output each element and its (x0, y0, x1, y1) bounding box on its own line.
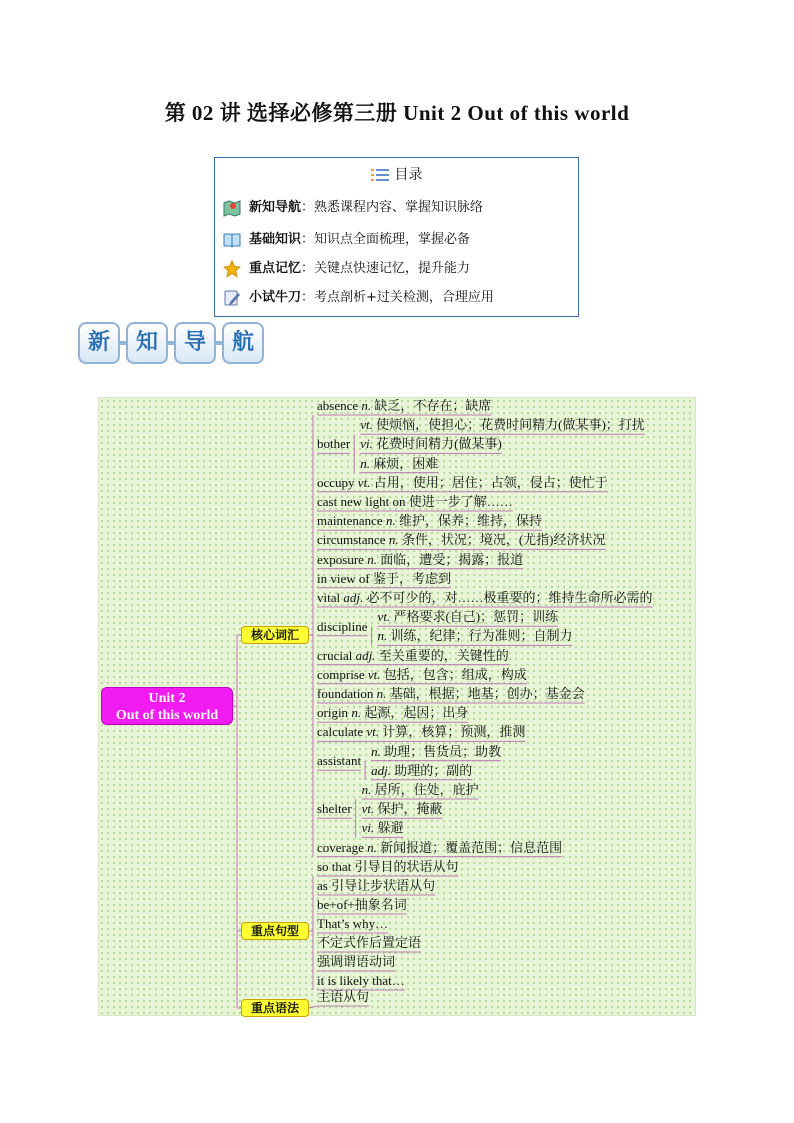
vocab-item: occupy vt. 占用，使用；居住；占领，侵占；使忙于 (317, 474, 608, 490)
vocab-word: discipline (317, 618, 368, 634)
sentence-pattern: it is likely that… (317, 973, 405, 988)
toc-item: 重点记忆：关键点快速记忆，提升能力 (223, 257, 470, 278)
vocab-item: calculate vt. 计算，核算；预测，推测 (317, 724, 526, 740)
toc-item: 基础知识：知识点全面梳理，掌握必备 (223, 228, 470, 249)
vocab-item: absence n. 缺乏，不存在；缺席 (317, 398, 492, 413)
vocab-item: foundation n. 基础，根据；地基；创办；基金会 (317, 686, 585, 701)
vocab-item: in view of 鉴于，考虑到 (317, 570, 451, 586)
grammar-item: 主语从句 (317, 989, 370, 1004)
vocab-sense: n. 训练，纪律；行为准则；自制力 (377, 628, 573, 644)
vocab-sense: n. 居所，住处，庇护 (361, 782, 479, 797)
vocab-item: exposure n. 面临，遭受；揭露；报道 (317, 551, 524, 567)
sentence-pattern: 强调谓语动词 (317, 954, 396, 969)
exercise-icon (223, 289, 241, 307)
sentence-pattern: so that 引导目的状语从句 (317, 859, 459, 874)
vocab-sense: vt. 严格要求(自己)；惩罚；训练 (377, 609, 559, 625)
vocab-sense: n. 麻烦，困难 (360, 455, 439, 471)
badge-char: 新 (78, 322, 120, 364)
book-icon (223, 231, 241, 249)
vocab-item: circumstance n. 条件，状况；境况，(尤指)经济状况 (317, 532, 606, 548)
vocab-sense: vt. 使烦恼，使担心；花费时间精力(做某事)；打扰 (360, 417, 645, 433)
vocab-item: cast new light on 使进一步了解…… (317, 494, 513, 509)
vocab-item: coverage n. 新闻报道；覆盖范围；信息范围 (317, 839, 563, 855)
vocab-item: maintenance n. 维护，保养；维持，保持 (317, 513, 542, 529)
vocab-item: comprise vt. 包括，包含；组成，构成 (317, 666, 527, 682)
sentence-pattern: as 引导让步状语从句 (317, 878, 436, 893)
sentence-pattern: be+of+抽象名词 (317, 897, 407, 912)
vocab-word: bother (317, 436, 351, 452)
badge-char: 航 (222, 322, 264, 364)
vocab-item: vital adj. 必不可少的，对……极重要的；维持生命所必需的 (317, 590, 653, 605)
vocab-word: shelter (317, 801, 352, 817)
vocab-word: assistant (317, 753, 362, 769)
badge-char: 知 (126, 322, 168, 364)
mind-map (98, 397, 696, 1016)
vocab-sense: vi. 花费时间精力(做某事) (360, 436, 502, 452)
vocab-item: crucial adj. 至关重要的，关键性的 (317, 647, 509, 663)
root-node: Unit 2 Out of this world (101, 687, 233, 725)
sentence-pattern: 不定式作后置定语 (317, 935, 422, 950)
sentence-pattern: That’s why… (317, 916, 389, 931)
vocab-sense: vt. 保护，掩蔽 (361, 801, 443, 817)
star-icon (223, 260, 241, 278)
vocab-sense: adj. 助理的；副的 (371, 762, 473, 778)
toc-heading: 目录 (394, 167, 423, 183)
toc-item: 小试牛刀：考点剖析+过关检测，合理应用 (223, 286, 494, 307)
vocab-item: origin n. 起源，起因；出身 (317, 705, 469, 721)
category-sentences: 重点句型 (241, 922, 309, 940)
category-grammar: 重点语法 (241, 999, 309, 1017)
vocab-sense: vi. 躲避 (361, 820, 404, 836)
map-icon (223, 199, 241, 217)
toc-item: 新知导航：熟悉课程内容、掌握知识脉络 (223, 196, 483, 217)
list-icon (371, 168, 389, 182)
page-title: 第 02 讲 选择必修第三册 Unit 2 Out of this world (164, 101, 630, 125)
category-vocab: 核心词汇 (241, 626, 309, 644)
badge-char: 导 (174, 322, 216, 364)
vocab-sense: n. 助理；售货员；助教 (371, 743, 502, 759)
table-of-contents (214, 157, 579, 317)
